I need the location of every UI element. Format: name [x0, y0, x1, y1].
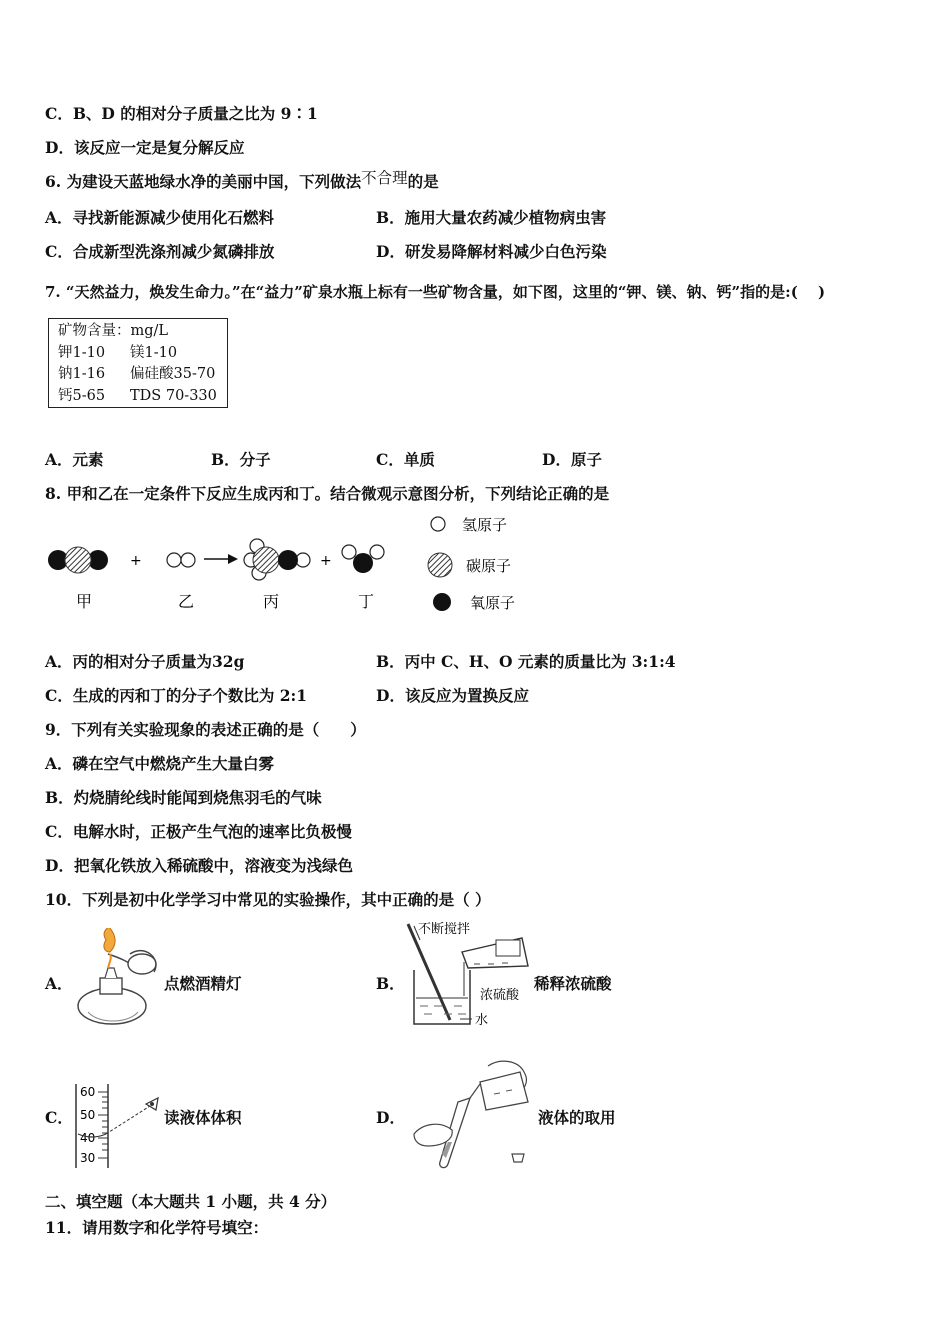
- legend-carbon: 碳原子: [466, 557, 512, 575]
- q11-stem: 11．请用数字和化学符号填空：: [45, 1218, 269, 1237]
- q8-option-b: B．丙中 C、H、O 元素的质量比为 3:1:4: [376, 652, 676, 671]
- plus-sign: +: [320, 553, 332, 569]
- mineral-cell: TDS 70-330: [130, 387, 217, 404]
- q6-stem: [45, 170, 439, 192]
- q10-option-b-label: B．: [376, 974, 405, 993]
- q6-stem-part2: 的是: [407, 172, 439, 191]
- q8-option-d: D．该反应为置换反应: [376, 686, 529, 705]
- atom-legend: [428, 516, 515, 612]
- stirring-label: 不断搅拌: [418, 922, 471, 937]
- mineral-cell: 钙5-65: [58, 387, 106, 404]
- q7-option-a: A．元素: [45, 450, 104, 469]
- q10-caption-c: 读液体体积: [164, 1108, 242, 1127]
- reaction-arrow-icon: [204, 554, 238, 564]
- q9-stem: 9．下列有关实验现象的表述正确的是（ ）: [45, 720, 366, 739]
- q5-option-d: D．该反应一定是复分解反应: [45, 138, 245, 157]
- q7-stem: 7. “天然益力，焕发生命力。”在“益力”矿泉水瓶上标有一些矿物含量，如下图，这里的“钾、镁、钠、钙”指的是:( ): [45, 283, 826, 301]
- water-label: 水: [475, 1013, 489, 1028]
- q6-stem-part1: 6. 为建设天蓝地绿水净的美丽中国，下列做法: [45, 172, 362, 191]
- cylinder-reading-figure: [70, 1080, 166, 1170]
- bottle-stopper-icon: [512, 1154, 524, 1162]
- mineral-cell: 钠1-16: [58, 366, 106, 382]
- legend-hydrogen: 氢原子: [462, 516, 508, 534]
- q7-option-b: B．分子: [211, 450, 271, 469]
- molecule-jia: [48, 547, 108, 573]
- q10-caption-b: 稀释浓硫酸: [534, 974, 612, 993]
- label-jia: 甲: [76, 592, 93, 611]
- q9-option-a: A．磷在空气中燃烧产生大量白雾: [45, 754, 275, 773]
- mineral-table-row: [58, 386, 227, 408]
- q10-caption-a: 点燃酒精灯: [164, 974, 242, 993]
- tick-label: 60: [80, 1085, 96, 1099]
- mineral-cell: 钾1-10: [58, 344, 106, 361]
- q7-option-c: C．单质: [376, 450, 435, 469]
- tick-label: 40: [80, 1131, 96, 1145]
- q10-option-a-label: A．: [45, 974, 73, 993]
- liquid-pouring-figure: [408, 1058, 538, 1172]
- acid-label: 浓硫酸: [480, 988, 520, 1003]
- mineral-table-row: [58, 364, 227, 386]
- q6-option-c: C．合成新型洗涤剂减少氮磷排放: [45, 242, 275, 261]
- reaction-diagram: [40, 510, 560, 620]
- q10-option-c-label: C．: [45, 1108, 73, 1127]
- mineral-content-table: [48, 318, 228, 408]
- q8-option-a: A．丙的相对分子质量为32g: [45, 652, 245, 671]
- q9-option-b: B．灼烧腈纶线时能闻到烧焦羽毛的气味: [45, 788, 322, 807]
- q8-option-c: C．生成的丙和丁的分子个数比为 2:1: [45, 686, 308, 705]
- mineral-cell: 镁1-10: [130, 344, 178, 361]
- q10-stem: 10．下列是初中化学学习中常见的实验操作，其中正确的是（ ）: [45, 890, 491, 909]
- molecule-bing: [244, 539, 310, 580]
- q9-option-d: D．把氧化铁放入稀硫酸中，溶液变为浅绿色: [45, 856, 353, 875]
- molecule-yi: [167, 553, 195, 567]
- mineral-cell: 偏硅酸35-70: [130, 366, 216, 382]
- plus-sign: +: [130, 553, 142, 569]
- q7-option-d: D．原子: [542, 450, 602, 469]
- tick-label: 50: [80, 1108, 96, 1122]
- tick-label: 30: [80, 1151, 96, 1165]
- q10-option-d-label: D．: [376, 1108, 405, 1127]
- dilute-acid-figure: [400, 916, 532, 1028]
- section-title: 二、填空题（本大题共 1 小题，共 4 分）: [45, 1192, 337, 1211]
- label-bing: 丙: [263, 592, 280, 611]
- mineral-table-title: 矿物含量：mg/L: [58, 323, 169, 339]
- label-yi: 乙: [178, 592, 195, 611]
- label-ding: 丁: [358, 592, 375, 611]
- mineral-table-row: [58, 343, 227, 365]
- q6-option-d: D．研发易降解材料减少白色污染: [376, 242, 607, 261]
- q5-option-c: C．B、D 的相对分子质量之比为 9∶1: [45, 104, 318, 123]
- legend-oxygen: 氧原子: [470, 594, 516, 612]
- q6-option-a: A．寻找新能源减少使用化石燃料: [45, 208, 275, 227]
- molecule-ding: [342, 545, 384, 573]
- q9-option-c: C．电解水时，正极产生气泡的速率比负极慢: [45, 822, 352, 841]
- alcohol-lamp-figure: [72, 928, 164, 1030]
- q10-caption-d: 液体的取用: [538, 1108, 616, 1127]
- q6-stem-emphasis: 不合理: [361, 169, 408, 187]
- q6-option-b: B．施用大量农药减少植物病虫害: [376, 208, 607, 227]
- q8-stem: 8. 甲和乙在一定条件下反应生成丙和丁。结合微观示意图分析，下列结论正确的是: [45, 484, 610, 503]
